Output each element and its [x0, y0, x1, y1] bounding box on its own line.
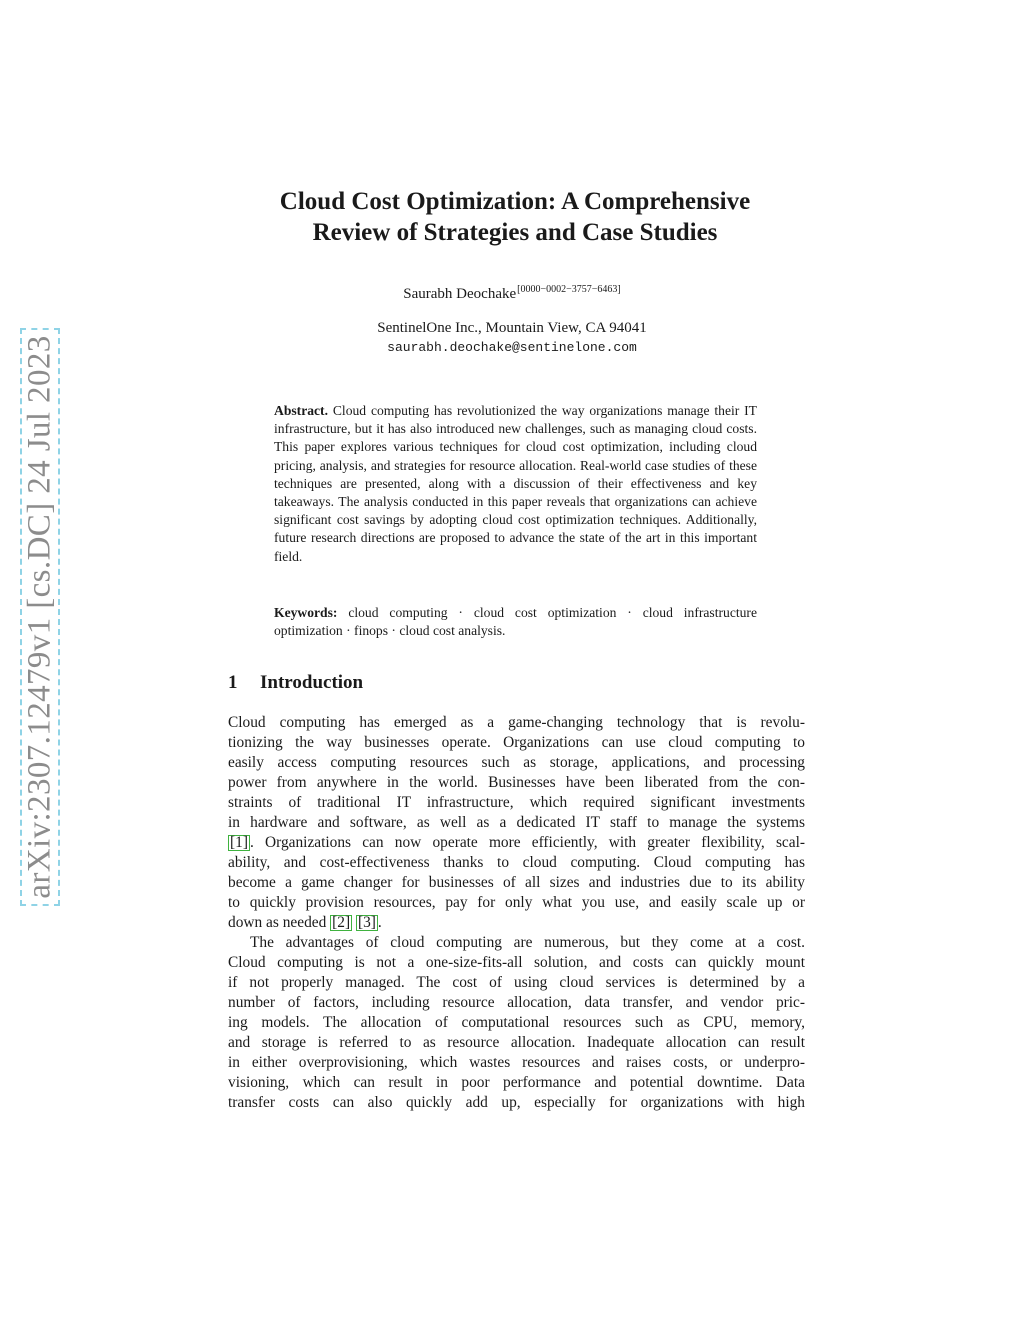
body-line: and storage is referred to as resource allocation. Inadequate allocation can result	[228, 1034, 805, 1051]
body-line: tionizing the way businesses operate. Organizations can use cloud computing to	[228, 734, 805, 751]
citation-link-1[interactable]: [1]	[230, 834, 248, 851]
body-line: become a game changer for businesses of all sizes and industries due to its ability	[228, 874, 805, 891]
body-line: ing models. The allocation of computational resources such as CPU, memory,	[228, 1014, 805, 1031]
citation-link-2[interactable]: [2]	[332, 914, 351, 931]
title-line-1: Cloud Cost Optimization: A Comprehensive	[279, 188, 751, 215]
author-email[interactable]: saurabh.deochake@sentinelone.com	[387, 340, 637, 355]
body-line: to quickly provision resources, pay for only what you use, and easily scale up or	[228, 894, 805, 911]
body-line: if not properly managed. The cost of using cloud services is determined by a	[228, 974, 805, 991]
title-line-2: Review of Strategies and Case Studies	[312, 219, 718, 246]
body-line: Cloud computing has emerged as a game-changing technology that is revolu-	[228, 714, 805, 731]
body-line: ability, and cost-effectiveness thanks to cloud computing. Cloud computing has	[228, 854, 805, 871]
arxiv-identifier-banner[interactable]	[20, 328, 60, 906]
body-line: in either overprovisioning, which wastes resources and raises costs, or underpro-	[228, 1054, 805, 1071]
body-line-text: down as needed	[228, 914, 331, 931]
body-line: number of factors, including resource allocation, data transfer, and vendor pric-	[228, 994, 805, 1011]
body-line: easily access computing resources such as storage, applications, and processing	[228, 754, 805, 771]
abstract-label: Abstract.	[274, 403, 328, 418]
body-line: visioning, which can result in poor performance and potential downtime. Data	[228, 1074, 805, 1091]
abstract-text: Cloud computing has revolutionized the way organizations manage their IT infrastructure, but it has also introduced new challenges, such as managing cloud costs. This paper explores various techniques for cloud cost optimization, including cloud pricing, analysis, and strategies for resource allocation. Real-world case studies of these techniques are presented, along with a discussion of their effectiveness and key takeaways. The analysis conducted in this paper reveals that organizations can achieve significant cost savings by adopting cloud cost optimization techniques. Additionally, future research directions are proposed to advance the state of the art in this important field.	[274, 403, 757, 564]
body-line-text: . Organizations can now operate more efficiently, with greater flexibility, scal-	[249, 834, 805, 851]
keywords-label: Keywords:	[274, 605, 338, 620]
body-line-text: .	[377, 914, 382, 931]
keywords	[274, 604, 757, 640]
author-affiliation: SentinelOne Inc., Mountain View, CA 94041	[377, 320, 647, 336]
body-line	[228, 913, 805, 933]
body-line: straints of traditional IT infrastructure, which required significant investments	[228, 794, 805, 811]
introduction-body	[228, 713, 805, 1113]
author-name: Saurabh Deochake	[403, 286, 517, 302]
section-heading-introduction	[228, 672, 363, 694]
body-line: power from anywhere in the world. Businesses have been liberated from the con-	[228, 774, 805, 791]
paper-title	[180, 186, 850, 248]
body-line: Cloud computing is not a one-size-fits-all solution, and costs can quickly mount	[228, 954, 805, 971]
author-line	[0, 284, 1024, 303]
section-number: 1	[228, 672, 238, 693]
section-title: Introduction	[260, 672, 364, 693]
citation-link-3[interactable]: [3]	[357, 914, 376, 931]
keywords-text: cloud computing · cloud cost optimization · cloud infrastructure optimization · finops · cloud cost analysis.	[274, 605, 757, 639]
author-orcid[interactable]: [0000−0002−3757−6463]	[517, 284, 621, 295]
body-line: in hardware and software, as well as a dedicated IT staff to manage the systems	[228, 814, 805, 831]
abstract	[274, 402, 757, 566]
body-line: The advantages of cloud computing are numerous, but they come at a cost.	[250, 934, 805, 951]
body-line: transfer costs can also quickly add up, especially for organizations with high	[228, 1094, 805, 1111]
body-line	[228, 833, 805, 853]
arxiv-identifier: arXiv:2307.12479v1 [cs.DC] 24 Jul 2023	[21, 335, 58, 899]
